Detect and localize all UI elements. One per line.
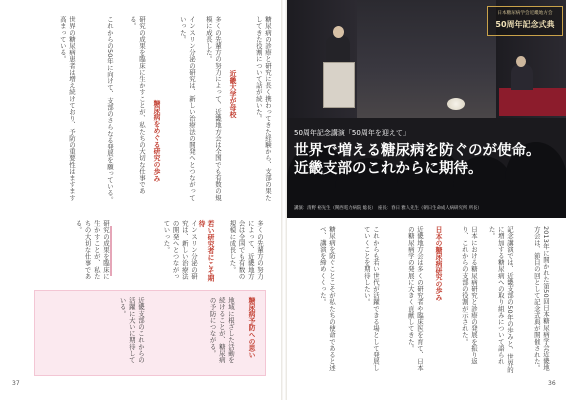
right-text-col-3: 日本における糖尿病研究と診療の発展を振り返り、これからの支部の役割が示された。 bbox=[460, 226, 478, 365]
right-text-col-2: 記念講演では、近畿支部の50年の歩みと、世界的に増加する糖尿病への取り組みについて語られた。 bbox=[487, 226, 514, 374]
left-text-col-5: これからの50年に向けて、支部のさらなる発展を願っている。 bbox=[106, 16, 114, 203]
event-badge bbox=[487, 6, 563, 36]
left-text-col-6: 世界の糖尿病患者は増え続けており、予防の重要性はますます高まっている。 bbox=[58, 16, 76, 201]
left-lower-col-3: 研究の成果を臨床に生かすことが、私たちの大切な仕事である。 bbox=[74, 220, 110, 280]
seated-guest bbox=[511, 64, 533, 90]
right-text-col-5: これからも若い世代が活躍できる場として発展していくことを期待したい。 bbox=[362, 226, 380, 372]
lecture-photo bbox=[287, 0, 566, 218]
left-text-col-4: 研究の成果を臨床に生かすことが、私たちの大切な仕事である。 bbox=[128, 16, 146, 195]
left-text-col-2: 多くの先輩方の努力によって、近畿地方会は全国でも有数の規模に成長した。 bbox=[204, 16, 222, 201]
right-text-col-4: 近畿地方会は多くの研究者や臨床医を育て、日本の糖尿病学の発展に大きく貢献してきた。 bbox=[406, 226, 424, 372]
seated-guest-head bbox=[516, 56, 526, 67]
sidebar-heading: 糖尿病予防への思い bbox=[247, 297, 255, 359]
right-text-col-6: 糖尿病を防ぐことこそが私たちの使命であると述べ、講演を締めくくった。 bbox=[318, 226, 336, 372]
sidebar-box bbox=[34, 290, 266, 376]
speaker-head bbox=[333, 26, 344, 38]
flower-arrangement bbox=[447, 98, 465, 110]
left-heading-3: 若い研究者にこそ期待 bbox=[197, 220, 214, 282]
left-text-col-3: インスリン分泌の研究は、新しい治療法の開発へとつながっていった。 bbox=[178, 16, 196, 201]
right-heading-1: 日本の糖尿病研究の歩み bbox=[434, 226, 442, 301]
left-lower-col-1: 多くの先輩方の努力によって、近畿地方会は全国でも有数の規模に成長した。 bbox=[228, 220, 264, 280]
highlight-rule bbox=[110, 226, 112, 276]
page-number-left: 37 bbox=[12, 380, 20, 387]
lecture-title-line-1: 世界で増える糖尿病を防ぐのが使命。 bbox=[294, 143, 541, 159]
left-text-col-1: 糖尿病の診療と研究に長く携わってきた経験から、支部の果たしてきた役割について話が続いた。 bbox=[254, 16, 272, 201]
podium bbox=[323, 62, 355, 108]
head-table bbox=[499, 88, 566, 116]
page-number-right: 36 bbox=[548, 380, 556, 387]
speaker-figure bbox=[326, 35, 350, 65]
left-lower-col-2: インスリン分泌の研究は、新しい治療法の開発へとつながっていった。 bbox=[162, 220, 198, 280]
event-badge-org: 日本糖尿病学会近畿地方会 bbox=[497, 11, 553, 16]
left-heading-2: 糖尿病をめぐる研究の歩み bbox=[152, 100, 160, 182]
lecture-caption bbox=[294, 128, 560, 178]
lecture-title-line-2: 近畿支部のこれからに期待。 bbox=[294, 161, 483, 177]
sidebar-text-1: 地域に根ざした活動を続けることが、糖尿病の予防につながる。 bbox=[208, 297, 235, 363]
lecture-kicker: 50周年記念講演「50周年を迎えて」 bbox=[294, 129, 410, 137]
right-text-col-1: 2013年に開かれた第50回日本糖尿病学会近畿地方会は、節目の回として記念式典が開催された。 bbox=[532, 226, 550, 372]
event-badge-title: 50周年記念式典 bbox=[495, 20, 555, 29]
sidebar-text-2: 近畿支部のこれからの活躍に大いに期待している。 bbox=[118, 297, 145, 363]
left-heading-1: 近畿大学が母校 bbox=[228, 70, 236, 118]
speaker-credits: 講演：清野 裕先生（関西電力病院 総長） 座長：春日 雅人先生（朝日生命成人病研究所 所長） bbox=[294, 206, 482, 211]
